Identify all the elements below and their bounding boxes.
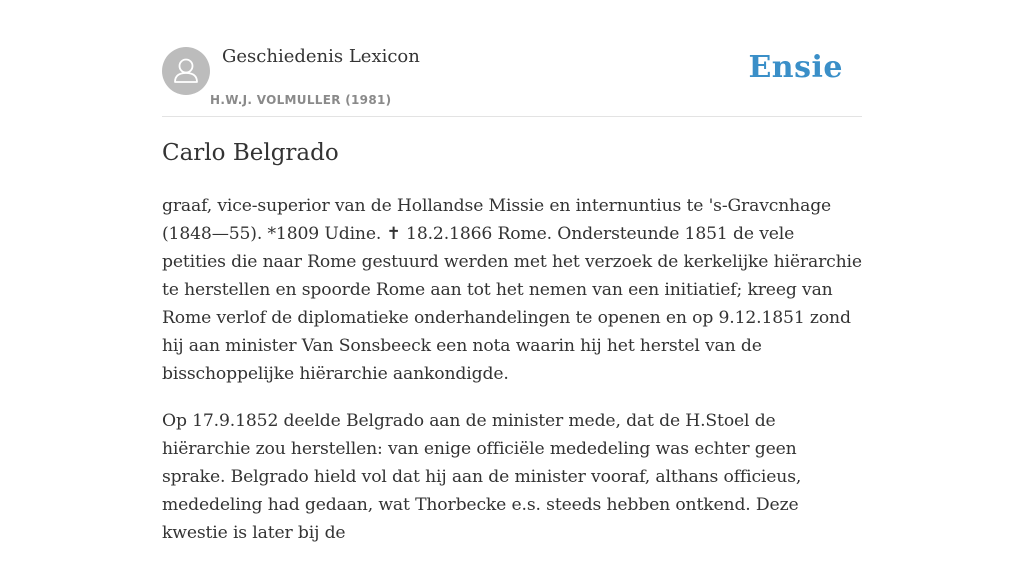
ensie-logo[interactable]: Ensie: [748, 50, 843, 85]
page-container: [162, 0, 862, 543]
user-avatar-icon: [162, 47, 210, 95]
source-author[interactable]: H.W.J. VOLMULLER (1981): [210, 93, 392, 107]
source-title[interactable]: Geschiedenis Lexicon: [222, 46, 420, 67]
entry-paragraph: Op 17.9.1852 deelde Belgrado aan de minister mede, dat de H.Stoel de hiërarchie zou herstellen: van enige officiële mededeling was echter geen sprake. Belgrado hield vol dat hij aan de minister vooraf, althans officieus, mededeling had gedaan, wat Thorbecke e.s. steeds hebben ontkend. Deze kwestie is later bij de: [162, 411, 802, 543]
avatar[interactable]: [162, 47, 210, 95]
entry-title: Carlo Belgrado: [162, 140, 339, 166]
entry-body: [162, 192, 862, 566]
entry-header: [162, 0, 862, 117]
entry-paragraph: graaf, vice-superior van de Hollandse Missie en internuntius te 's-Gravcnhage (1848—55). *1809 Udine. ✝ 18.2.1866 Rome. Ondersteunde 1851 de vele petities die naar Rome gestuurd werden met het verzoek de kerkelijke hiërarchie te herstellen en spoorde Rome aan tot het nemen van een initiatief; kreeg van Rome verlof de diplomatieke onderhandelingen te openen en op 9.12.1851 zond hij aan minister Van Sonsbeeck een nota waarin hij het herstel van de bisschoppelijke hiërarchie aankondigde.: [162, 196, 862, 384]
